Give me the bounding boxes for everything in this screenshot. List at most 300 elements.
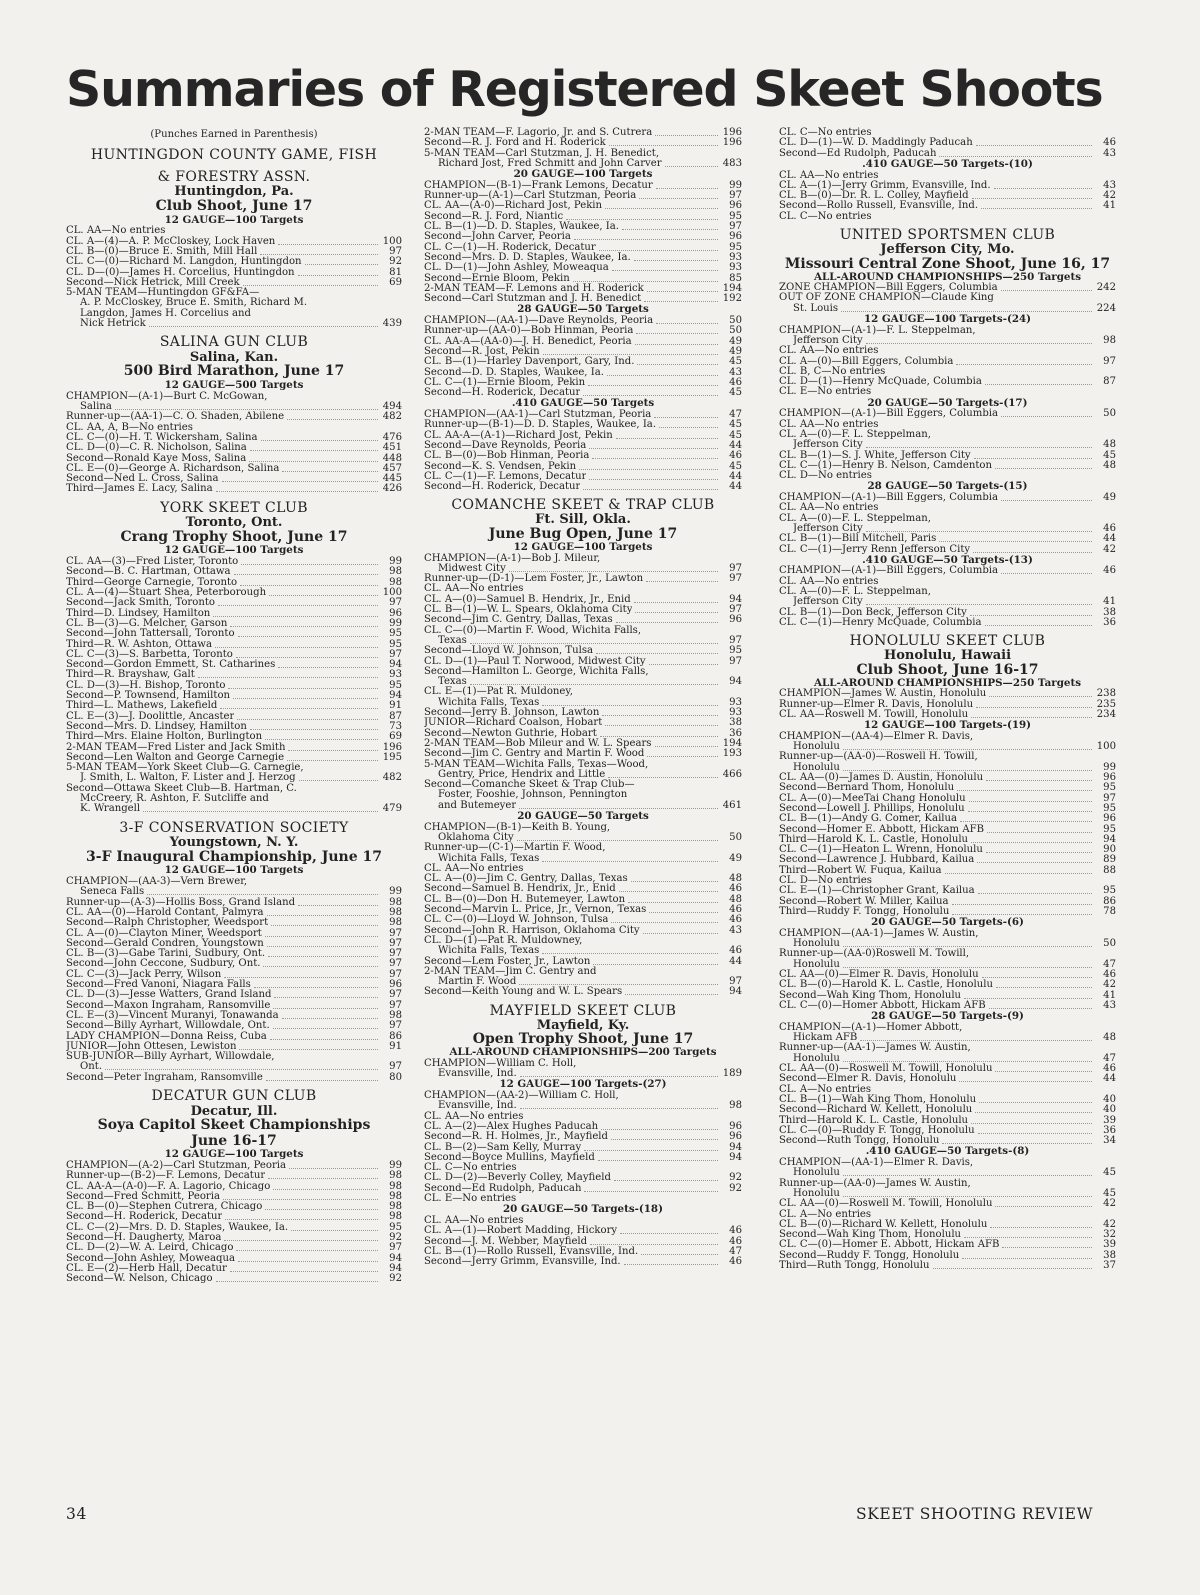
score: 99 [389, 617, 402, 629]
result-text: Second—Ruth Tongg, Honolulu [779, 1135, 940, 1147]
score: 97 [1103, 355, 1116, 367]
dot-leader [995, 1198, 1092, 1207]
result-text: CL. B—(0)—Richard W. Kellett, Honolulu [779, 1218, 988, 1230]
score: 48 [1103, 459, 1116, 471]
dot-leader [620, 1225, 718, 1234]
dot-leader [843, 741, 1092, 750]
result-text: CL. B—(1)—S. J. White, Jefferson City [779, 449, 971, 461]
score: 46 [1103, 522, 1116, 534]
result-text: CHAMPION—(AA-3)—Vern Brewer, [66, 876, 248, 887]
club-name: HONOLULU SKEET CLUB [849, 633, 1046, 650]
score: 95 [729, 645, 742, 657]
result-text: Jefferson City [793, 596, 863, 608]
score: 96 [1103, 772, 1116, 783]
score: 476 [382, 431, 402, 443]
score: 466 [722, 768, 742, 780]
score: 88 [1103, 864, 1116, 876]
score: 196 [722, 137, 742, 149]
result-text: Second—Bernard Thom, Honolulu [779, 782, 955, 794]
result-text: 2-MAN TEAM—F. Lemons and H. Roderick [424, 282, 644, 294]
shoot-title: June Bug Open, June 17 [488, 525, 678, 542]
dot-leader [602, 707, 718, 716]
dot-leader [964, 1229, 1092, 1238]
result-text: Second—Lloyd W. Johnson, Tulsa [424, 645, 594, 657]
score: 44 [1103, 1073, 1116, 1085]
dot-leader [990, 1219, 1092, 1228]
score: 98 [389, 1211, 402, 1223]
score: 50 [729, 325, 742, 337]
result-text: Hickam AFB [793, 1032, 858, 1044]
result-text: CL. A—(0)—F. L. Steppelman, [779, 586, 931, 597]
score: 196 [722, 127, 742, 138]
dot-leader [287, 752, 378, 761]
event-heading: 20 GAUGE—50 Targets [517, 810, 649, 822]
dot-leader [596, 645, 718, 654]
dot-leader [622, 221, 718, 230]
score: 42 [1103, 543, 1116, 555]
result-text: Gentry, Price, Hendrix and Little [438, 768, 606, 780]
dot-leader [981, 200, 1092, 209]
dot-leader [665, 158, 718, 167]
club-name: UNITED SPORTSMEN CLUB [839, 227, 1056, 243]
result-text: JUNIOR—Richard Coalson, Hobart [424, 717, 603, 729]
shoot-title: Crang Trophy Shoot, June 17 [120, 528, 348, 545]
dot-leader [509, 563, 718, 572]
result-text: Third—Harold K. L. Castle, Honolulu [779, 1114, 969, 1126]
result-text: CL. D—(0)—James H. Corcelius, Huntingdon [66, 266, 295, 278]
result-text: CL. E—(3)—Vincent Muranyi, Tonawanda [66, 1009, 279, 1021]
dot-leader [265, 928, 378, 937]
result-text: Second—Fred Schmitt, Peoria [66, 1190, 221, 1202]
dot-leader [282, 463, 378, 472]
result-text: Second—Peter Ingraham, Ransomville [66, 1071, 263, 1083]
score: 97 [729, 190, 742, 202]
result-text: CHAMPION—(AA-4)—Elmer R. Davis, [779, 730, 974, 742]
club-location: Toronto, Ont. [185, 515, 283, 531]
score: 93 [729, 262, 742, 274]
score: 92 [729, 1182, 742, 1194]
result-text: Martin F. Wood [438, 976, 517, 988]
result-continuation: Langdon, James H. Corcelius and [80, 307, 251, 319]
score: 95 [389, 1221, 402, 1233]
score: 47 [729, 1245, 742, 1257]
score: 192 [722, 293, 742, 305]
dot-leader [612, 262, 718, 271]
result-text: Honolulu [793, 1052, 840, 1064]
score: 32 [1103, 1229, 1116, 1241]
result-text: CL. B—(3)—G. Melcher, Garson [66, 617, 228, 629]
score: 98 [389, 1201, 402, 1213]
column-right [779, 0, 1116, 1595]
dot-leader [282, 1010, 378, 1019]
score: 89 [1103, 854, 1116, 866]
event-heading: .410 GAUGE—50 Targets-(8) [865, 1145, 1030, 1158]
dot-leader [611, 914, 718, 923]
result-text: CL. AA—No entries [66, 225, 166, 237]
score: 234 [1096, 708, 1116, 720]
dot-leader [607, 367, 718, 376]
result-text: Second—John Ashley, Moweaqua [66, 1252, 235, 1264]
dot-leader [593, 956, 718, 965]
result-line [779, 617, 1116, 629]
club-name: & FORESTRY ASSN. [157, 168, 311, 185]
dot-leader [942, 1135, 1092, 1144]
result-text: CHAMPION—(A-1)—Bill Eggers, Columbia [779, 565, 999, 577]
score: 194 [722, 737, 742, 749]
result-text: CL. AA—No entries [779, 345, 879, 357]
result-text: CL. A—(2)—Alex Hughes Paducah [424, 1120, 599, 1132]
dot-leader [959, 1073, 1092, 1082]
score: 100 [1096, 741, 1116, 753]
result-text: Third—L. Mathews, Lakefield [66, 700, 218, 712]
result-text: CL. C—(3)—S. Barbetta, Toronto [66, 648, 233, 660]
result-text: Second—Wah King Thom, Honolulu [779, 989, 962, 1001]
dot-leader [269, 587, 378, 596]
result-line [779, 211, 1116, 223]
result-text: Second—Richard W. Kellett, Honolulu [779, 1104, 973, 1116]
dot-leader [843, 959, 1092, 968]
score: 94 [729, 593, 742, 605]
result-text: CHAMPION—(A-1)—Homer Abbott, [779, 1021, 963, 1033]
result-text: 5-MAN TEAM—Carl Stutzman, J. H. Benedict, [424, 147, 660, 159]
result-text: CL. C—No entries [779, 127, 872, 138]
event-heading: ALL-AROUND CHAMPIONSHIPS—250 Targets [813, 676, 1082, 689]
event-heading: 12 GAUGE—100 Targets [164, 213, 304, 226]
result-text: Second—John Carver, Peoria [424, 231, 571, 243]
column-middle [424, 0, 742, 1595]
result-text: Second—Lem Foster, Jr., Lawton [424, 955, 591, 967]
score: 97 [389, 597, 402, 609]
result-text: Third—George Carnegie, Toronto [66, 576, 238, 588]
score: 44 [729, 481, 742, 493]
score: 97 [389, 989, 402, 1001]
score: 238 [1096, 688, 1116, 700]
score: 94 [1103, 833, 1116, 845]
score: 45 [729, 387, 742, 399]
dot-leader [843, 938, 1092, 947]
result-text: Second—John R. Harrison, Oklahoma City [424, 924, 640, 936]
score: 98 [729, 1100, 742, 1112]
score: 38 [729, 717, 742, 729]
score: 98 [1103, 334, 1116, 346]
dot-leader [542, 697, 718, 706]
dot-leader [233, 690, 378, 699]
dot-leader [249, 453, 378, 462]
score: 95 [729, 210, 742, 222]
score: 49 [729, 345, 742, 357]
result-text: Third—Harold K. L. Castle, Honolulu [779, 833, 969, 845]
score: 448 [382, 452, 402, 464]
page-title: Summaries of Registered Skeet Shoots [66, 61, 1103, 118]
score: 97 [729, 655, 742, 667]
result-text: SUB-JUNIOR—Billy Ayrhart, Willowdale, [66, 1051, 275, 1063]
result-text: CHAMPION—(B-1)—Frank Lemons, Decatur [424, 179, 653, 191]
result-text: J. Smith, L. Walton, F. Lister and J. Herzog [80, 772, 296, 784]
result-text: Second—Maxon Ingraham, Ransomville [66, 999, 271, 1011]
result-text: 2-MAN TEAM—Fred Lister and Jack Smith [66, 741, 286, 753]
dot-leader [228, 680, 378, 689]
result-continuation: A. P. McCloskey, Bruce E. Smith, Richard M. [80, 297, 308, 309]
result-text: Second—Jack Smith, Toronto [66, 597, 215, 609]
dot-leader [236, 649, 378, 658]
score: 93 [729, 696, 742, 708]
dot-leader [542, 853, 718, 862]
result-text: Honolulu [793, 1187, 840, 1199]
dot-leader [841, 303, 1092, 312]
event-heading: 12 GAUGE—100 Targets [164, 1148, 304, 1161]
dot-leader [989, 688, 1092, 697]
score: 80 [389, 1071, 402, 1083]
dot-leader [263, 958, 378, 967]
score: 40 [1103, 1104, 1116, 1116]
dot-leader [273, 1181, 378, 1190]
score: 87 [389, 710, 402, 722]
dot-leader [656, 315, 718, 324]
dot-leader [1002, 1239, 1092, 1248]
result-text: CL. AA—No entries [779, 575, 879, 587]
result-text: Second—Jerry B. Johnson, Lawton [424, 707, 600, 718]
result-text: Second—Billy Ayrhart, Willowdale, Ont. [66, 1020, 270, 1032]
event-heading: .410 GAUGE—50 Targets-(13) [862, 553, 1033, 566]
result-text: CL. E—(1)—Pat R. Muldoney, [424, 686, 573, 698]
result-text: CL. AA—No entries [424, 583, 524, 595]
dot-leader [979, 1094, 1092, 1103]
result-text: Second—H. Daugherty, Maroa [66, 1232, 222, 1243]
shoot-title: Club Shoot, June 16-17 [856, 661, 1039, 678]
result-text: Second—Ronald Kaye Moss, Salina [66, 452, 247, 464]
result-text: CL. E—No entries [424, 1193, 517, 1204]
dot-leader [1001, 492, 1092, 501]
event-heading: 20 GAUGE—50 Targets-(17) [867, 396, 1028, 409]
score: 95 [1103, 802, 1116, 814]
result-text: CHAMPION—(B-1)—Keith B. Young, [424, 821, 611, 833]
note-line: (Punches Earned in Parenthesis) [150, 129, 318, 140]
result-text: Second—Len Walton and George Carnegie [66, 751, 285, 763]
result-text: Second—Hamilton L. George, Wichita Falls, [424, 665, 649, 677]
dot-leader [583, 481, 718, 490]
result-text: Third—R. W. Ashton, Ottawa [66, 638, 212, 650]
score: 99 [729, 179, 742, 191]
score: 97 [729, 562, 742, 574]
dot-leader [634, 252, 718, 261]
result-text: Third—R. Brayshaw, Galt [66, 669, 195, 681]
dot-leader [968, 803, 1092, 812]
dot-leader [843, 762, 1092, 771]
result-text: CL. C—(1)—Ernie Bloom, Pekin [424, 376, 586, 388]
result-text: Second—R. H. Holmes, Jr., Mayfield [424, 1131, 608, 1143]
score: 78 [1103, 905, 1116, 917]
result-text: CL. AA—(0)—Elmer R. Davis, Honolulu [779, 969, 979, 980]
dot-leader [996, 979, 1092, 988]
score: 95 [389, 679, 402, 691]
dot-leader [619, 883, 718, 892]
score: 41 [1103, 200, 1116, 212]
score: 43 [1103, 999, 1116, 1011]
result-text: CHAMPION—(A-1)—Bob J. Mileur, [424, 552, 601, 564]
result-text: CL. E—(3)—J. Doolittle, Ancaster [66, 710, 235, 722]
result-text: Second—Marvin L. Price, Jr., Vernon, Texas [424, 904, 647, 915]
score: 46 [729, 945, 742, 957]
dot-leader [273, 1000, 378, 1009]
score: 98 [389, 1009, 402, 1021]
result-text: CL. B, C—No entries [779, 365, 886, 377]
dot-leader [268, 948, 378, 957]
column-left [66, 0, 402, 1595]
result-text: Second—Ed Rudolph, Paducah [779, 147, 937, 159]
score: 98 [389, 1190, 402, 1202]
dot-leader [267, 938, 378, 947]
result-text: CL. A—(1)—Robert Madding, Hickory [424, 1225, 618, 1237]
dot-leader [960, 813, 1092, 822]
dot-leader [218, 597, 378, 606]
dot-leader [230, 1263, 378, 1272]
score: 46 [729, 1235, 742, 1247]
score: 100 [382, 235, 402, 247]
dot-leader [635, 336, 718, 345]
dot-leader [222, 473, 378, 482]
result-text: 5-MAN TEAM—York Skeet Club—G. Carnegie, [66, 762, 304, 774]
score: 224 [1096, 302, 1116, 314]
score: 92 [729, 1172, 742, 1184]
dot-leader [198, 669, 378, 678]
result-text: CHAMPION—(A-1)—Bill Eggers, Columbia [779, 492, 999, 503]
score: 426 [382, 483, 402, 495]
dot-leader [254, 979, 378, 988]
result-text: Honolulu [793, 741, 840, 753]
dot-leader [305, 256, 378, 265]
score: 97 [389, 1242, 402, 1254]
result-text: CL. D—(1)—John Ashley, Moweaqua [424, 262, 609, 274]
dot-leader [647, 283, 718, 292]
result-text: CL. C—(1)—Jerry Renn Jefferson City [779, 543, 971, 555]
score: 42 [1103, 979, 1116, 991]
score: 46 [729, 450, 742, 462]
result-text: and Butemeyer [438, 799, 517, 811]
dot-leader [939, 148, 1092, 157]
dot-leader [470, 635, 718, 644]
result-text: Second—R. Jost, Pekin [424, 345, 540, 357]
result-text: Third—James E. Lacy, Salina [66, 483, 213, 495]
dot-leader [224, 969, 378, 978]
result-text: CL. B—(1)—D. D. Staples, Waukee, Ia. [424, 221, 620, 232]
dot-leader [583, 387, 718, 396]
result-text: CL. E—(0)—George A. Richardson, Salina [66, 462, 280, 474]
dot-leader [574, 231, 718, 240]
score: 44 [729, 955, 742, 967]
result-line [66, 318, 402, 330]
result-text: CHAMPION—(A-1)—F. L. Steppelman, [779, 324, 976, 336]
result-text: CL. A—No entries [779, 1208, 872, 1220]
dot-leader [579, 461, 718, 470]
score: 45 [1103, 1187, 1116, 1199]
dot-leader [250, 721, 378, 730]
result-text: K. Wrangell [80, 803, 141, 815]
dot-leader [520, 1100, 718, 1109]
dot-leader [115, 401, 378, 410]
result-text: CL. A—(1)—Jerry Grimm, Evansville, Ind. [779, 179, 991, 191]
result-text: Honolulu [793, 1167, 840, 1179]
dot-leader [584, 1183, 718, 1192]
dot-leader [213, 608, 378, 617]
dot-leader [611, 1131, 718, 1140]
result-text: CHAMPION—(AA-1)—Elmer R. Davis, [779, 1157, 974, 1168]
score: 38 [1103, 1249, 1116, 1261]
score: 46 [729, 376, 742, 388]
score: 36 [1103, 616, 1116, 628]
event-heading: 12 GAUGE—100 Targets-(24) [863, 313, 1032, 325]
dot-leader [995, 460, 1092, 469]
score: 96 [729, 200, 742, 212]
dot-leader [624, 1256, 718, 1265]
club-name: 3-F CONSERVATION SOCIETY [119, 819, 349, 836]
score: 86 [1103, 895, 1116, 907]
score: 95 [389, 628, 402, 640]
score: 41 [1103, 596, 1116, 608]
score: 93 [729, 707, 742, 718]
dot-leader [278, 236, 378, 245]
result-text: CL. A—No entries [779, 1083, 872, 1095]
result-text: JUNIOR—John Ottesen, Lewiston [66, 1040, 237, 1052]
score: 97 [389, 927, 402, 939]
result-text: Wichita Falls, Texas [438, 696, 540, 708]
event-heading: 12 GAUGE—100 Targets [513, 540, 653, 553]
result-text: Second—K. S. Vendsen, Pekin [424, 460, 577, 472]
result-text: CL. AA—(0)—Roswell M. Towill, Honolulu [779, 1198, 993, 1210]
dot-leader [599, 242, 718, 251]
result-text: Third—D. Lindsey, Hamilton [66, 607, 211, 619]
result-text: CL. A—(0)—Samuel B. Hendrix, Jr., Enid [424, 593, 631, 605]
score: 97 [1103, 792, 1116, 804]
result-text: CL. C—(0)—H. T. Wickersham, Salina [66, 431, 258, 443]
result-text: CL. B—(3)—Gabe Tarini, Sudbury, Ont. [66, 948, 266, 960]
result-text: Second—Rollo Russell, Evansville, Ind. [779, 200, 979, 212]
dot-leader [978, 885, 1092, 894]
dot-leader [589, 471, 718, 480]
result-text: CL. C—(0)—Ruddy F. Tongg, Honolulu [779, 1124, 975, 1136]
score: 196 [382, 741, 402, 753]
result-text: CHAMPION—(A-2)—Carl Stutzman, Peoria [66, 1159, 287, 1171]
score: 95 [1103, 782, 1116, 794]
result-text: CL. A—(0)—F. L. Steppelman, [779, 512, 931, 524]
result-text: Second—R. J. Ford and H. Roderick [424, 137, 606, 149]
score: 46 [1103, 137, 1116, 149]
score: 50 [729, 315, 742, 326]
score: 95 [1103, 823, 1116, 835]
dot-leader [646, 573, 718, 582]
event-heading: 28 GAUGE—50 Targets-(15) [867, 480, 1028, 493]
result-text: Jefferson City [793, 439, 863, 451]
score: 44 [729, 439, 742, 451]
result-text: Second—H. Roderick, Decatur [424, 481, 581, 493]
result-text: CL. D—No entries [779, 470, 872, 482]
result-text: Runner-up—(AA-1)—C. O. Shaden, Abilene [66, 411, 285, 423]
result-text: Wichita Falls, Texas [438, 852, 540, 864]
score: 96 [729, 1131, 742, 1143]
dot-leader [573, 273, 718, 282]
result-text: CL. B—(0)—Don H. Butemeyer, Lawton [424, 893, 626, 905]
dot-leader [147, 886, 378, 895]
club-name: MAYFIELD SKEET CLUB [489, 1002, 677, 1019]
result-text: CL. D—(1)—Pat R. Muldowney, [424, 934, 583, 946]
dot-leader [957, 782, 1092, 791]
score: 479 [382, 803, 402, 815]
dot-leader [238, 1253, 378, 1262]
result-text: CL. B—(0)—Harold K. L. Castle, Honolulu [779, 979, 993, 991]
result-text: Runner-up—(B-2)—F. Lemons, Decatur [66, 1170, 266, 1182]
result-text: Second—Homer E. Abbott, Hickam AFB [779, 823, 985, 835]
result-text: Second—Lowell J. Phillips, Honolulu [779, 802, 965, 814]
result-text: Second—Comanche Skeet & Trap Club— [424, 779, 635, 791]
